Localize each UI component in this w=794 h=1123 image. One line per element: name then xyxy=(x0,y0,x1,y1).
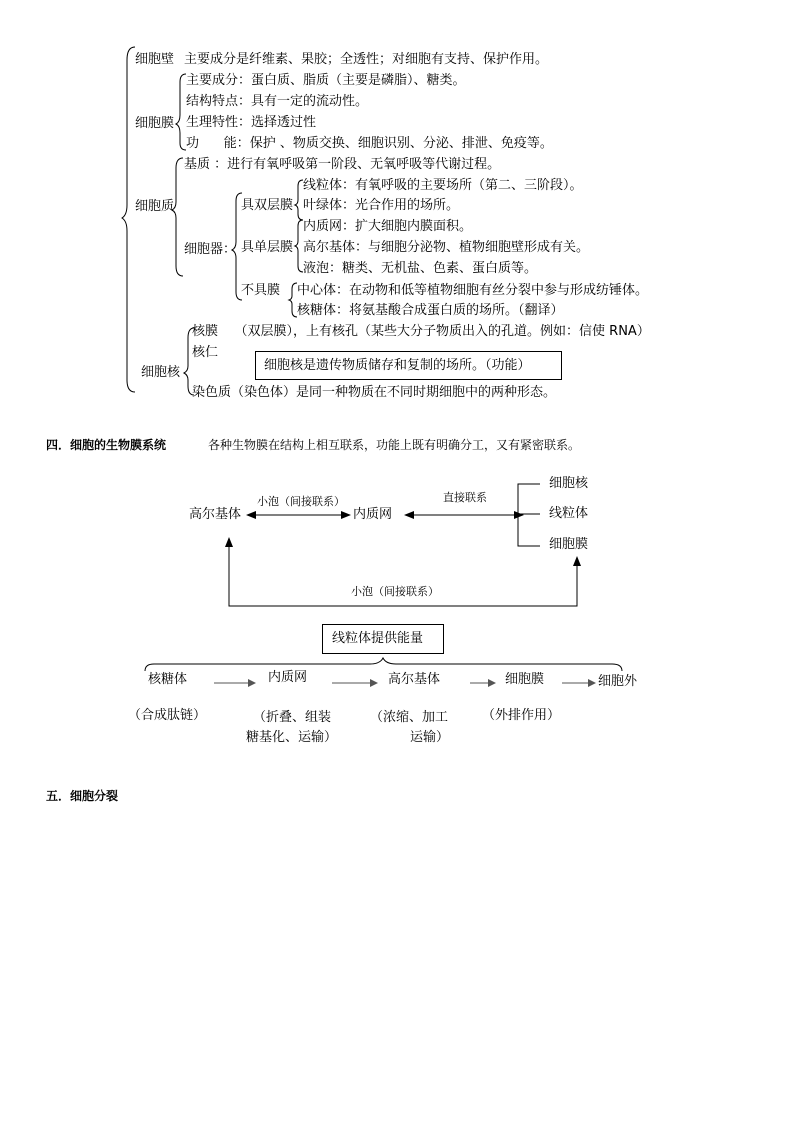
matrix-text: 基质 ：进行有氧呼吸第一阶段、无氧呼吸等代谢过程。 xyxy=(184,157,501,172)
target-nucleus: 细胞核 xyxy=(549,476,589,491)
single-item: 液泡：糖类、无机盐、色素、蛋白质等。 xyxy=(303,261,538,276)
target-membrane: 细胞膜 xyxy=(549,537,589,552)
double-membrane-label: 具双层膜 xyxy=(241,198,294,213)
single-brace xyxy=(295,220,303,272)
flow-er: 内质网 xyxy=(268,670,308,685)
note-er-1: （折叠、组装 xyxy=(253,710,332,725)
vesicle-bottom-label: 小泡（间接联系） xyxy=(351,585,439,598)
membrane-brace xyxy=(176,74,186,150)
membrane-item: 生理特性：选择透过性 xyxy=(186,115,317,130)
membrane-label: 细胞膜 xyxy=(135,116,175,131)
section4-desc: 各种生物膜在结构上相互联系，功能上既有明确分工，又有紧密联系。 xyxy=(208,438,581,452)
vesicle-top-label: 小泡（间接联系） xyxy=(257,495,345,508)
membrane-item: 功 能：保护 、物质交换、细胞识别、分泌、排泄、免疫等。 xyxy=(186,136,553,151)
section4-heading: 四．细胞的生物膜系统 xyxy=(46,438,167,452)
flow-membrane: 细胞膜 xyxy=(505,672,545,687)
none-brace xyxy=(289,283,297,317)
energy-text: 线粒体提供能量 xyxy=(332,631,424,646)
single-item: 内质网：扩大细胞内膜面积。 xyxy=(303,219,473,234)
flow-ribosome: 核糖体 xyxy=(148,672,188,687)
note-er-2: 糖基化、运输） xyxy=(246,730,338,745)
main-brace xyxy=(122,47,135,392)
single-item: 高尔基体：与细胞分泌物、植物细胞壁形成有关。 xyxy=(303,240,590,255)
wall-desc: 主要成分是纤维素、果胶；全透性；对细胞有支持、保护作用。 xyxy=(184,52,549,67)
membrane-item: 结构特点：具有一定的流动性。 xyxy=(186,94,369,109)
target-mitochondria: 线粒体 xyxy=(549,506,589,521)
single-membrane-label: 具单层膜 xyxy=(241,240,294,255)
flow-golgi: 高尔基体 xyxy=(388,672,441,687)
membrane-item: 主要成分：蛋白质、脂质（主要是磷脂）、糖类。 xyxy=(186,73,466,88)
flow-outside: 细胞外 xyxy=(598,674,638,689)
envelope-text: 核膜 （双层膜），上有核孔（某些大分子物质出入的孔道。例如：信使 RNA） xyxy=(192,324,650,339)
none-item: 中心体：在动物和低等植物细胞有丝分裂中参与形成纺锤体。 xyxy=(297,283,649,298)
no-membrane-label: 不具膜 xyxy=(241,283,281,298)
cytoplasm-label: 细胞质 xyxy=(135,199,175,214)
note-golgi-2: 运输） xyxy=(410,730,450,745)
chromatin-text: 染色质（染色体）是同一种物质在不同时期细胞中的两种形态。 xyxy=(192,385,557,400)
note-membrane: （外排作用） xyxy=(482,708,561,723)
double-item: 线粒体：有氧呼吸的主要场所（第二、三阶段）。 xyxy=(303,178,583,193)
none-item: 核糖体：将氨基酸合成蛋白质的场所。（翻译） xyxy=(297,303,564,318)
direct-label: 直接联系 xyxy=(443,491,487,504)
er-node: 内质网 xyxy=(353,507,393,522)
nucleus-function-text: 细胞核是遗传物质储存和复制的场所。（功能） xyxy=(264,358,531,373)
nucleolus-text: 核仁 xyxy=(192,345,219,360)
nucleus-function-box xyxy=(255,351,562,380)
cytoplasm-brace xyxy=(172,158,183,276)
nucleus-label: 细胞核 xyxy=(141,365,181,380)
energy-box xyxy=(322,624,444,654)
golgi-node: 高尔基体 xyxy=(189,507,242,522)
double-brace xyxy=(295,180,303,220)
note-ribosome: （合成肽链） xyxy=(128,708,207,723)
note-golgi-1: （浓缩、加工 xyxy=(370,710,449,725)
wall-label: 细胞壁 xyxy=(135,52,175,67)
organelles-label: 细胞器： xyxy=(184,242,237,257)
double-item: 叶绿体：光合作用的场所。 xyxy=(303,198,460,213)
section5-heading: 五．细胞分裂 xyxy=(46,789,119,803)
